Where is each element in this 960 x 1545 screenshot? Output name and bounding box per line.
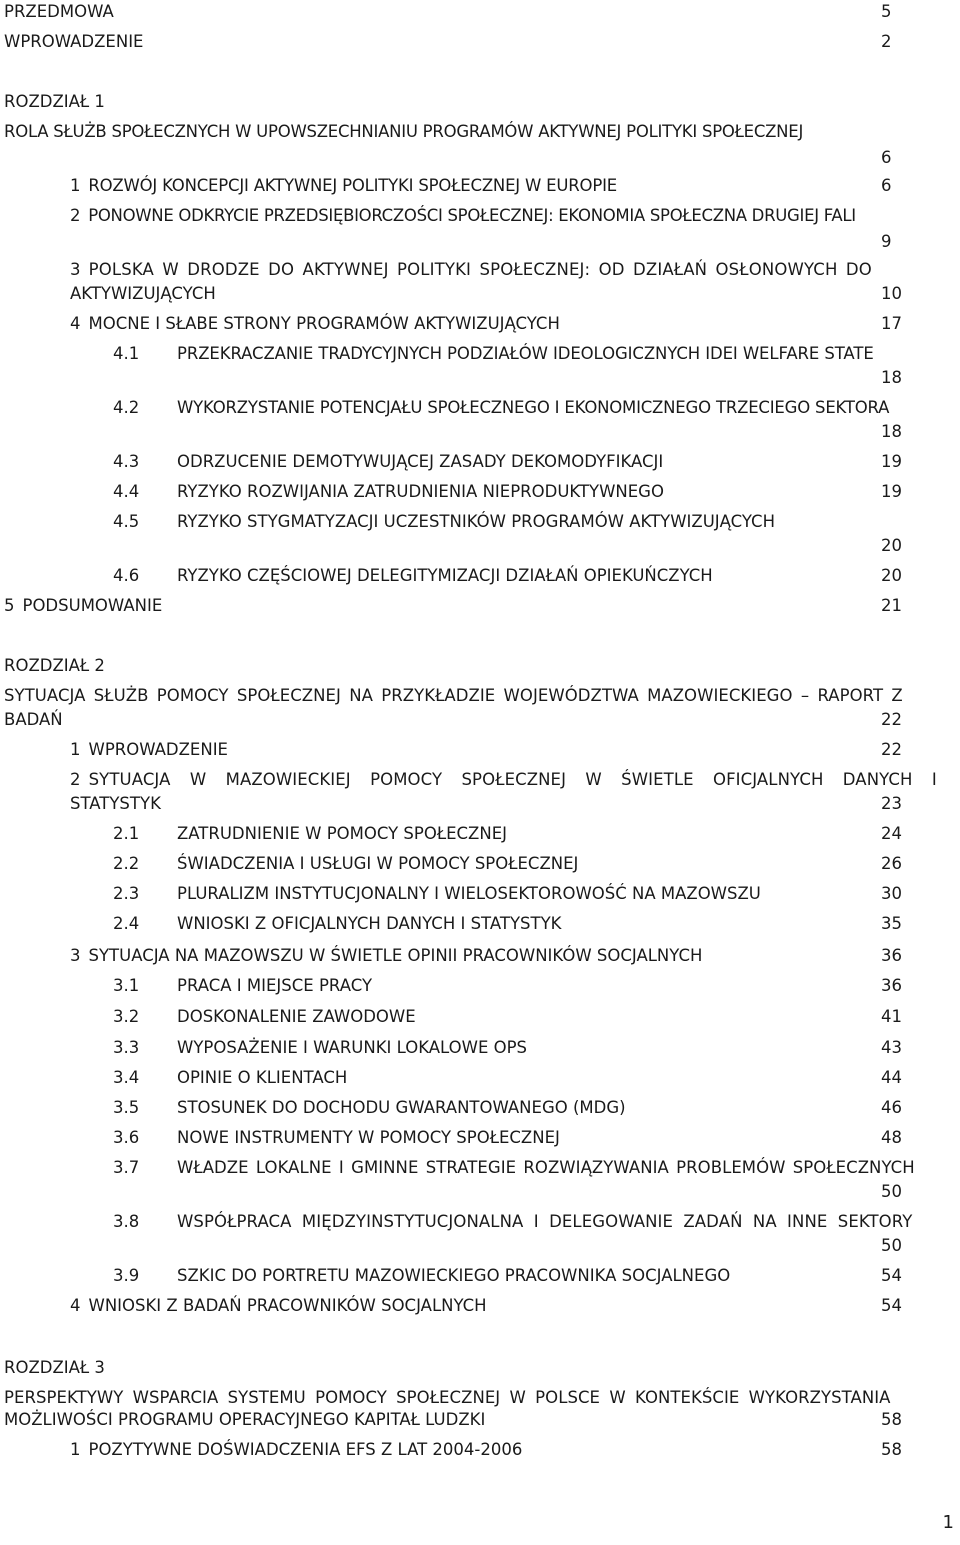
- toc-entry-number: 2.4: [113, 914, 140, 933]
- chapter-3-page: 58: [881, 1410, 902, 1429]
- chapter-3-title[interactable]: PERSPEKTYWY WSPARCIA SYSTEMU POMOCY SPOŁECZNEJ W POLSCE W KONTEKŚCIE WYKORZYSTANIA: [4, 1388, 891, 1407]
- toc-entry-page: 18: [881, 368, 902, 387]
- toc-entry-1-3-continued: AKTYWIZUJĄCYCH: [70, 284, 216, 303]
- toc-entry-number: 1: [70, 1440, 81, 1459]
- toc-entry-page: 58: [881, 1440, 902, 1459]
- toc-entry-title[interactable]: SZKIC DO PORTRETU MAZOWIECKIEGO PRACOWNIKA SOCJALNEGO: [177, 1266, 731, 1285]
- toc-entry-2-2[interactable]: [70, 768, 937, 792]
- toc-entry-number: 4.4: [113, 482, 140, 501]
- toc-entry-number: 2: [70, 770, 81, 789]
- toc-entry-page: 26: [881, 854, 902, 873]
- chapter-2-title[interactable]: SYTUACJA SŁUŻB POMOCY SPOŁECZNEJ NA PRZYKŁADZIE WOJEWÓDZTWA MAZOWIECKIEGO – RAPORT Z: [4, 686, 903, 705]
- toc-entry-title: MOCNE I SŁABE STRONY PROGRAMÓW AKTYWIZUJĄCYCH: [88, 314, 560, 333]
- toc-entry-page: 54: [881, 1266, 902, 1285]
- toc-entry-page: 36: [881, 976, 902, 995]
- toc-entry-page: 30: [881, 884, 902, 903]
- toc-entry-number: 4.5: [113, 512, 140, 531]
- toc-entry-number: 5: [4, 596, 15, 615]
- toc-entry-number: 4: [70, 1296, 81, 1315]
- toc-entry-number: 3.5: [113, 1098, 140, 1117]
- chapter-1-title[interactable]: ROLA SŁUŻB SPOŁECZNYCH W UPOWSZECHNIANIU PROGRAMÓW AKTYWNEJ POLITYKI SPOŁECZNEJ: [4, 122, 804, 141]
- toc-entry-title: SYTUACJA NA MAZOWSZU W ŚWIETLE OPINII PRACOWNIKÓW SOCJALNYCH: [88, 946, 703, 965]
- toc-wprowadzenie-page: 2: [881, 32, 892, 51]
- toc-entry-number: 3.2: [113, 1007, 140, 1026]
- toc-entry-title[interactable]: ODRZUCENIE DEMOTYWUJĄCEJ ZASADY DEKOMODYFIKACJI: [177, 452, 664, 471]
- toc-entry-title[interactable]: ZATRUDNIENIE W POMOCY SPOŁECZNEJ: [177, 824, 507, 843]
- toc-entry-title[interactable]: WSPÓŁPRACA MIĘDZYINSTYTUCJONALNA I DELEGOWANIE ZADAŃ NA INNE SEKTORY: [177, 1212, 913, 1231]
- toc-entry-title: SYTUACJA W MAZOWIECKIEJ POMOCY SPOŁECZNEJ W ŚWIETLE OFICJALNYCH DANYCH I: [88, 770, 937, 789]
- toc-entry-page: 46: [881, 1098, 902, 1117]
- toc-entry-title[interactable]: WYPOSAŻENIE I WARUNKI LOKALOWE OPS: [177, 1038, 528, 1057]
- toc-entry-page: 19: [881, 482, 902, 501]
- toc-entry-page: 44: [881, 1068, 902, 1087]
- toc-entry-title[interactable]: WYKORZYSTANIE POTENCJAŁU SPOŁECZNEGO I EKONOMICZNEGO TRZECIEGO SEKTORA: [177, 398, 890, 417]
- toc-entry-title[interactable]: RYZYKO STYGMATYZACJI UCZESTNIKÓW PROGRAMÓW AKTYWIZUJĄCYCH: [177, 512, 775, 531]
- toc-entry-page: 21: [881, 596, 902, 615]
- toc-entry-page: 20: [881, 566, 902, 585]
- toc-entry-title: PODSUMOWANIE: [22, 596, 163, 615]
- toc-entry-number: 4.2: [113, 398, 140, 417]
- chapter-3-label: ROZDZIAŁ 3: [4, 1358, 105, 1377]
- toc-entry-title[interactable]: NOWE INSTRUMENTY W POMOCY SPOŁECZNEJ: [177, 1128, 560, 1147]
- toc-entry-number: 4.3: [113, 452, 140, 471]
- toc-entry-title[interactable]: PRZEKRACZANIE TRADYCYJNYCH PODZIAŁÓW IDEOLOGICZNYCH IDEI WELFARE STATE: [177, 344, 874, 363]
- toc-entry-number: 3.3: [113, 1038, 140, 1057]
- toc-entry-title[interactable]: WNIOSKI Z OFICJALNYCH DANYCH I STATYSTYK: [177, 914, 562, 933]
- toc-entry-title: POLSKA W DRODZE DO AKTYWNEJ POLITYKI SPOŁECZNEJ: OD DZIAŁAŃ OSŁONOWYCH DO: [88, 260, 872, 279]
- toc-entry-1-3[interactable]: [70, 258, 872, 282]
- toc-entry-title[interactable]: OPINIE O KLIENTACH: [177, 1068, 348, 1087]
- toc-entry-title[interactable]: PRACA I MIEJSCE PRACY: [177, 976, 373, 995]
- toc-entry-title[interactable]: WŁADZE LOKALNE I GMINNE STRATEGIE ROZWIĄZYWANIA PROBLEMÓW SPOŁECZNYCH: [177, 1158, 915, 1177]
- toc-entry-3-1[interactable]: [70, 1438, 522, 1462]
- toc-entry-1-1[interactable]: [70, 174, 617, 198]
- chapter-1-label: ROZDZIAŁ 1: [4, 92, 105, 111]
- toc-entry-number: 3.9: [113, 1266, 140, 1285]
- toc-entry-1-4[interactable]: [70, 312, 560, 336]
- toc-entry-page: 10: [881, 284, 902, 303]
- toc-entry-page: 24: [881, 824, 902, 843]
- toc-entry-title: POZYTYWNE DOŚWIADCZENIA EFS Z LAT 2004-2006: [88, 1440, 523, 1459]
- toc-entry-page: 50: [881, 1236, 902, 1255]
- toc-entry-page: 22: [881, 740, 902, 759]
- toc-wprowadzenie-title[interactable]: WPROWADZENIE: [4, 32, 144, 51]
- toc-entry-title[interactable]: RYZYKO CZĘŚCIOWEJ DELEGITYMIZACJI DZIAŁAŃ OPIEKUŃCZYCH: [177, 566, 713, 585]
- toc-entry-page: 17: [881, 314, 902, 333]
- toc-entry-1-2[interactable]: [70, 204, 856, 228]
- toc-entry-page: 48: [881, 1128, 902, 1147]
- toc-entry-number: 2.3: [113, 884, 140, 903]
- toc-entry-number: 3.6: [113, 1128, 140, 1147]
- toc-entry-page: 18: [881, 422, 902, 441]
- toc-przedmowa-title[interactable]: PRZEDMOWA: [4, 2, 114, 21]
- toc-entry-number: 2.2: [113, 854, 140, 873]
- toc-przedmowa-page: 5: [881, 2, 892, 21]
- toc-entry-number: 3: [70, 260, 81, 279]
- toc-entry-page: 43: [881, 1038, 902, 1057]
- toc-entry-number: 4: [70, 314, 81, 333]
- toc-entry-2-1[interactable]: [70, 738, 228, 762]
- toc-entry-number: 4.6: [113, 566, 140, 585]
- toc-entry-number: 1: [70, 176, 81, 195]
- toc-entry-page: 50: [881, 1182, 902, 1201]
- toc-entry-page: 41: [881, 1007, 902, 1026]
- toc-entry-number: 3: [70, 946, 81, 965]
- toc-entry-number: 3.1: [113, 976, 140, 995]
- toc-entry-page: 19: [881, 452, 902, 471]
- page-number: 1: [942, 1512, 954, 1533]
- toc-entry-number: 3.7: [113, 1158, 140, 1177]
- toc-entry-number: 3.4: [113, 1068, 140, 1087]
- toc-entry-title: PONOWNE ODKRYCIE PRZEDSIĘBIORCZOŚCI SPOŁECZNEJ: EKONOMIA SPOŁECZNA DRUGIEJ FALI: [88, 206, 856, 225]
- toc-entry-title[interactable]: ŚWIADCZENIA I USŁUGI W POMOCY SPOŁECZNEJ: [177, 854, 579, 873]
- toc-entry-number: 1: [70, 740, 81, 759]
- chapter-2-page: 22: [881, 710, 902, 729]
- toc-entry-page: 6: [881, 176, 892, 195]
- toc-entry-page: 9: [881, 232, 892, 251]
- chapter-2-label: ROZDZIAŁ 2: [4, 656, 105, 675]
- toc-entry-number: 4.1: [113, 344, 140, 363]
- toc-entry-title: ROZWÓJ KONCEPCJI AKTYWNEJ POLITYKI SPOŁECZNEJ W EUROPIE: [88, 176, 617, 195]
- toc-entry-2-4[interactable]: [70, 1294, 487, 1318]
- toc-entry-number: 2.1: [113, 824, 140, 843]
- toc-entry-page: 36: [881, 946, 902, 965]
- toc-entry-title: WPROWADZENIE: [88, 740, 228, 759]
- toc-entry-title[interactable]: RYZYKO ROZWIJANIA ZATRUDNIENIA NIEPRODUKTYWNEGO: [177, 482, 664, 501]
- toc-entry-page: 20: [881, 536, 902, 555]
- toc-entry-1-5[interactable]: [4, 594, 162, 618]
- toc-entry-2-3[interactable]: [70, 944, 702, 968]
- toc-entry-page: 35: [881, 914, 902, 933]
- toc-entry-page: 23: [881, 794, 902, 813]
- chapter-1-page: 6: [881, 148, 892, 167]
- toc-entry-number: 3.8: [113, 1212, 140, 1231]
- toc-entry-number: 2: [70, 206, 81, 225]
- chapter-3-title-continued: MOŻLIWOŚCI PROGRAMU OPERACYJNEGO KAPITAŁ LUDZKI: [4, 1410, 486, 1429]
- toc-entry-title[interactable]: STOSUNEK DO DOCHODU GWARANTOWANEGO (MDG): [177, 1098, 626, 1117]
- toc-entry-title: WNIOSKI Z BADAŃ PRACOWNIKÓW SOCJALNYCH: [88, 1296, 487, 1315]
- chapter-2-title-continued: BADAŃ: [4, 710, 63, 729]
- toc-entry-title[interactable]: DOSKONALENIE ZAWODOWE: [177, 1007, 416, 1026]
- toc-entry-page: 54: [881, 1296, 902, 1315]
- toc-entry-2-2-continued: STATYSTYK: [70, 794, 161, 813]
- toc-entry-title[interactable]: PLURALIZM INSTYTUCJONALNY I WIELOSEKTOROWOŚĆ NA MAZOWSZU: [177, 884, 761, 903]
